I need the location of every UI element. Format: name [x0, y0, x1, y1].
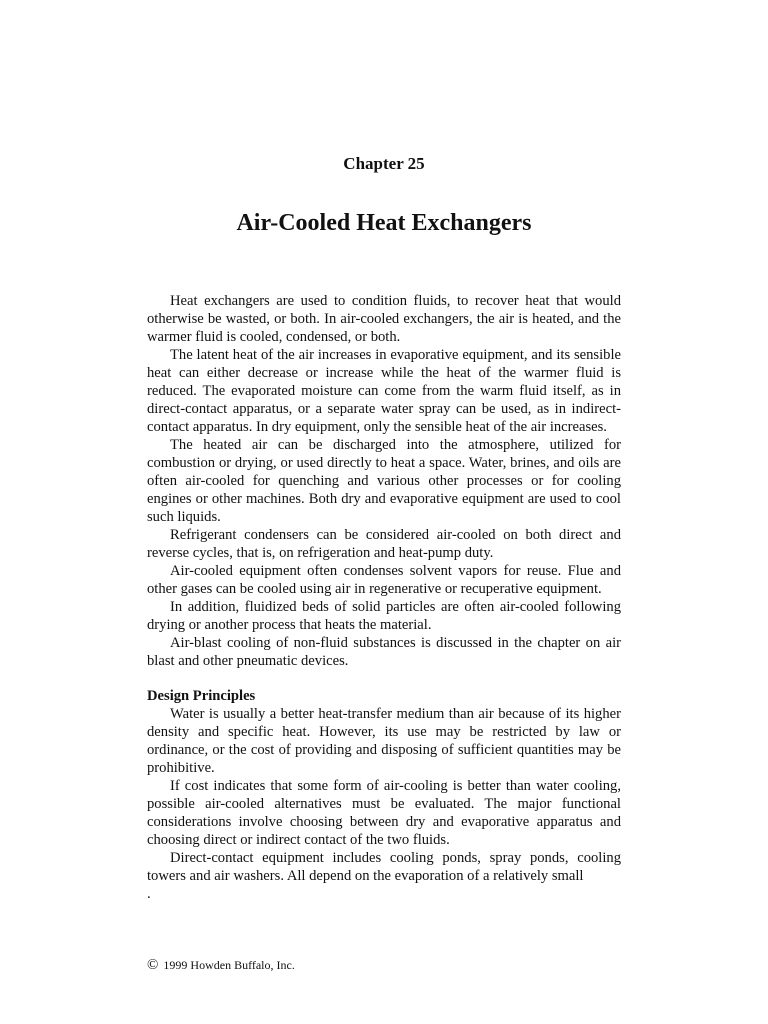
copyright-icon: ©	[147, 957, 159, 973]
body-paragraph: Air-blast cooling of non-fluid substances is discussed in the chapter on air blast and other pneumatic devices.	[147, 635, 621, 669]
section-paragraph: Water is usually a better heat-transfer medium than air because of its higher density and specific heat. However, its use may be restricted by law or ordinance, or the cost of providing and disposing of sufficient quantities may be prohibitive.	[147, 706, 621, 776]
chapter-label: Chapter 25	[343, 154, 425, 173]
section-paragraph: Direct-contact equipment includes cooling ponds, spray ponds, cooling towers and air washers. All depend on the evaporation of a relatively small	[147, 850, 621, 884]
section-heading: Design Principles	[147, 688, 256, 704]
body-paragraph: The heated air can be discharged into the atmosphere, utilized for combustion or drying, or used directly to heat a space. Water, brines, and oils are often air-cooled for quenching and various other processes or for cooling engines or other machines. Both dry and evaporative equipment are used to cool such liquids.	[147, 437, 621, 525]
trailing-mark: .	[147, 886, 151, 902]
body-paragraph: Air-cooled equipment often condenses solvent vapors for reuse. Flue and other gases can be cooled using air in regenerative or recuperative equipment.	[147, 563, 621, 597]
copyright-text: 1999 Howden Buffalo, Inc.	[163, 958, 295, 972]
body-paragraph: Heat exchangers are used to condition fluids, to recover heat that would otherwise be wasted, or both. In air-cooled exchangers, the air is heated, and the warmer fluid is cooled, condensed, or both.	[147, 293, 621, 345]
section-paragraph: If cost indicates that some form of air-cooling is better than water cooling, possible air-cooled alternatives must be evaluated. The major functional considerations involve choosing between dry and evaporative apparatus and choosing direct or indirect contact of the two fluids.	[147, 778, 621, 848]
body-paragraph: The latent heat of the air increases in evaporative equipment, and its sensible heat can either decrease or increase while the heat of the warmer fluid is reduced. The evaporated moisture can come from the warm fluid itself, as in direct-contact apparatus, or a separate water spray can be used, as in indirect-contact apparatus. In dry equipment, only the sensible heat of the air increases.	[147, 347, 621, 435]
body-paragraph: Refrigerant condensers can be considered air-cooled on both direct and reverse cycles, that is, on refrigeration and heat-pump duty.	[147, 527, 621, 561]
body-paragraph: In addition, fluidized beds of solid particles are often air-cooled following drying or another process that heats the material.	[147, 599, 621, 633]
body-text	[147, 292, 621, 903]
chapter-title: Air-Cooled Heat Exchangers	[236, 210, 532, 236]
copyright-footer	[147, 957, 295, 973]
